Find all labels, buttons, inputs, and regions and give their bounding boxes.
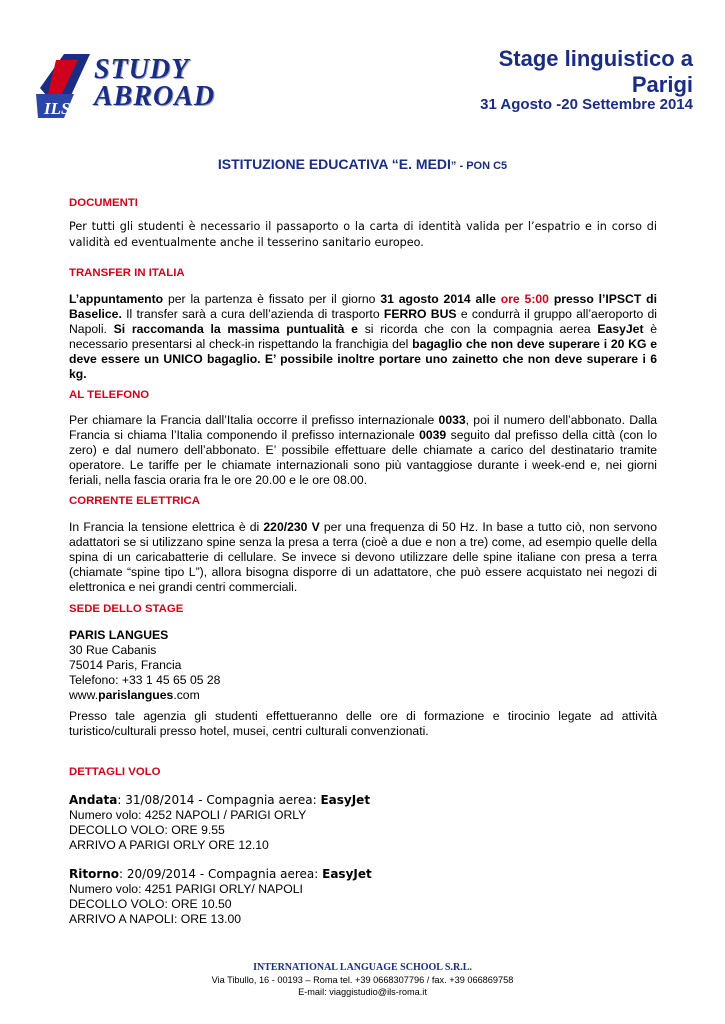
institution-suffix: ” - PON C5 (450, 160, 508, 172)
telefono-text: Per chiamare la Francia dall’Italia occorre il prefisso internazionale (69, 413, 439, 427)
footer-company: INTERNATIONAL LANGUAGE SCHOOL S.R.L. (253, 962, 472, 973)
corrente-text: In Francia la tensione elettrica è di (69, 520, 264, 534)
transfer-baggage: bagaglio che non deve superare i 20 KG e deve essere un UNICO bagaglio. E’ possibile inoltre portare uno zainetto che non deve superare i 6 kg. (69, 337, 657, 381)
ritorno-text: : 20/09/2014 - Compagnia aerea: (119, 867, 323, 881)
prefix-italy: 0039 (419, 428, 447, 442)
sede-phone: Telefono: +33 1 45 65 05 28 (69, 673, 221, 687)
volo-heading: DETTAGLI VOLO (69, 766, 161, 778)
transfer-text: Il transfer sarà a cura dell’azienda di trasporto (121, 307, 384, 321)
andata-arrival: ARRIVO A PARIGI ORLY ORE 12.10 (69, 838, 269, 852)
andata-company: EasyJet (320, 793, 371, 807)
corrente-text: per una frequenza di 50 Hz. In base a tutto ciò, non servono adattatori se si utilizzano spine senza la presa a terra (cioè a due e non a tre) come, ad esempio quelle della spina di un caricabatterie di cellulare. Se invece si devono utilizzare delle spine italiane con presa a terra (chiamate “spine tipo L”), allora bisogna disporre di un adattatore, che può essere acquistato nei negozi di elettronica e nei grandi centri commerciali. (69, 520, 657, 594)
andata-text: : 31/08/2014 - Compagnia aerea: (117, 793, 321, 807)
ritorno-departure: DECOLLO VOLO: ORE 10.50 (69, 897, 232, 911)
web-prefix: www. (69, 688, 99, 702)
prefix-france: 0033 (438, 413, 466, 427)
institution-title (0, 156, 725, 172)
logo-mark-text: ILS (44, 99, 71, 118)
telefono-text: , poi il numero dell’abbonato. Dalla Francia si chiama l’Italia componendo il prefisso internazionale (69, 413, 657, 442)
voltage: 220/230 V (263, 520, 320, 534)
documenti-heading: DOCUMENTI (69, 197, 138, 209)
ritorno-block (69, 866, 657, 927)
transfer-text: per la partenza è fissato per il giorno (163, 292, 381, 306)
transfer-paragraph (69, 292, 657, 382)
andata-block (69, 792, 657, 853)
andata-label: Andata (69, 793, 118, 807)
documenti-text: Per tutti gli studenti è necessario il passaporto o la carta di identità valida per l’espatrio e in corso di validità ed eventualmente anche il tesserino sanitario europeo. (69, 220, 657, 249)
logo-abroad-text: ABROAD (94, 81, 216, 112)
transfer-time: ore 5:00 (500, 292, 549, 306)
study-abroad-logo (34, 50, 244, 122)
transfer-appointment: L’appuntamento (69, 292, 164, 306)
web-suffix: .com (173, 688, 200, 702)
sede-city: 75014 Paris, Francia (69, 658, 182, 672)
sede-name: PARIS LANGUES (69, 628, 169, 642)
sede-text: Presso tale agenzia gli studenti effettueranno delle ore di formazione e tirocinio legate ad attività turistico/culturali presso hotel, musei, centri culturali convenzionati. (69, 709, 657, 738)
transfer-text: e condurrà il gruppo all’aeroporto di Napoli. (69, 307, 657, 336)
page-title-line1: Stage linguistico a (498, 46, 693, 71)
ritorno-arrival: ARRIVO A NAPOLI: ORE 13.00 (69, 912, 242, 926)
transfer-text: è necessario presentarsi al check-in rispettando la franchigia del (69, 322, 658, 351)
transfer-text: si ricorda che con la compagnia aerea (357, 322, 598, 336)
andata-departure: DECOLLO VOLO: ORE 9.55 (69, 823, 225, 837)
footer (0, 962, 725, 998)
ritorno-company: EasyJet (322, 867, 372, 881)
sede-heading: SEDE DELLO STAGE (69, 603, 184, 615)
telefono-text: seguito dal prefisso della città (con lo zero) e dal numero dell’abbonato. E’ possibile effettuare delle chiamate a carico del destinatario tramite operatore. Le tariffe per le chiamate internazionali sono più vantaggiose durante i week-end e, nei giorni feriali, nella fascia oraria fra le ore 20.00 e le ore 08.00. (69, 428, 657, 487)
telefono-heading: AL TELEFONO (69, 389, 150, 401)
corrente-heading: CORRENTE ELETTRICA (69, 495, 200, 507)
institution-name: ISTITUZIONE EDUCATIVA “E. MEDI (217, 156, 451, 172)
transfer-place: presso l’IPSCT di Baselice. (69, 292, 657, 321)
ritorno-label: Ritorno (69, 867, 120, 881)
andata-number: Numero volo: 4252 NAPOLI / PARIGI ORLY (69, 808, 307, 822)
transfer-airline: EasyJet (597, 322, 644, 336)
ritorno-number: Numero volo: 4251 PARIGI ORLY/ NAPOLI (69, 882, 303, 896)
footer-email[interactable]: E-mail: viaggistudio@ils-roma.it (298, 987, 427, 997)
transfer-date: 31 agosto 2014 alle (380, 292, 501, 306)
transfer-heading: TRANSFER IN ITALIA (69, 267, 185, 279)
transfer-punctuality: Si raccomanda la massima puntualità e (113, 322, 358, 336)
logo-study-text: STUDY (94, 54, 190, 85)
web-domain: parislangues (98, 688, 174, 702)
sede-website[interactable] (69, 688, 657, 703)
footer-address: Via Tibullo, 16 - 00193 – Roma tel. +39 0668307796 / fax. +39 066869758 (211, 975, 514, 985)
corrente-paragraph (69, 520, 657, 595)
transfer-company: FERRO BUS (383, 307, 457, 321)
ils-logo-icon (34, 50, 94, 122)
sede-address (69, 628, 657, 703)
sede-street: 30 Rue Cabanis (69, 643, 157, 657)
page-dates: 31 Agosto -20 Settembre 2014 (480, 96, 693, 113)
telefono-paragraph (69, 413, 657, 488)
page-title-line2: Parigi (631, 72, 693, 97)
